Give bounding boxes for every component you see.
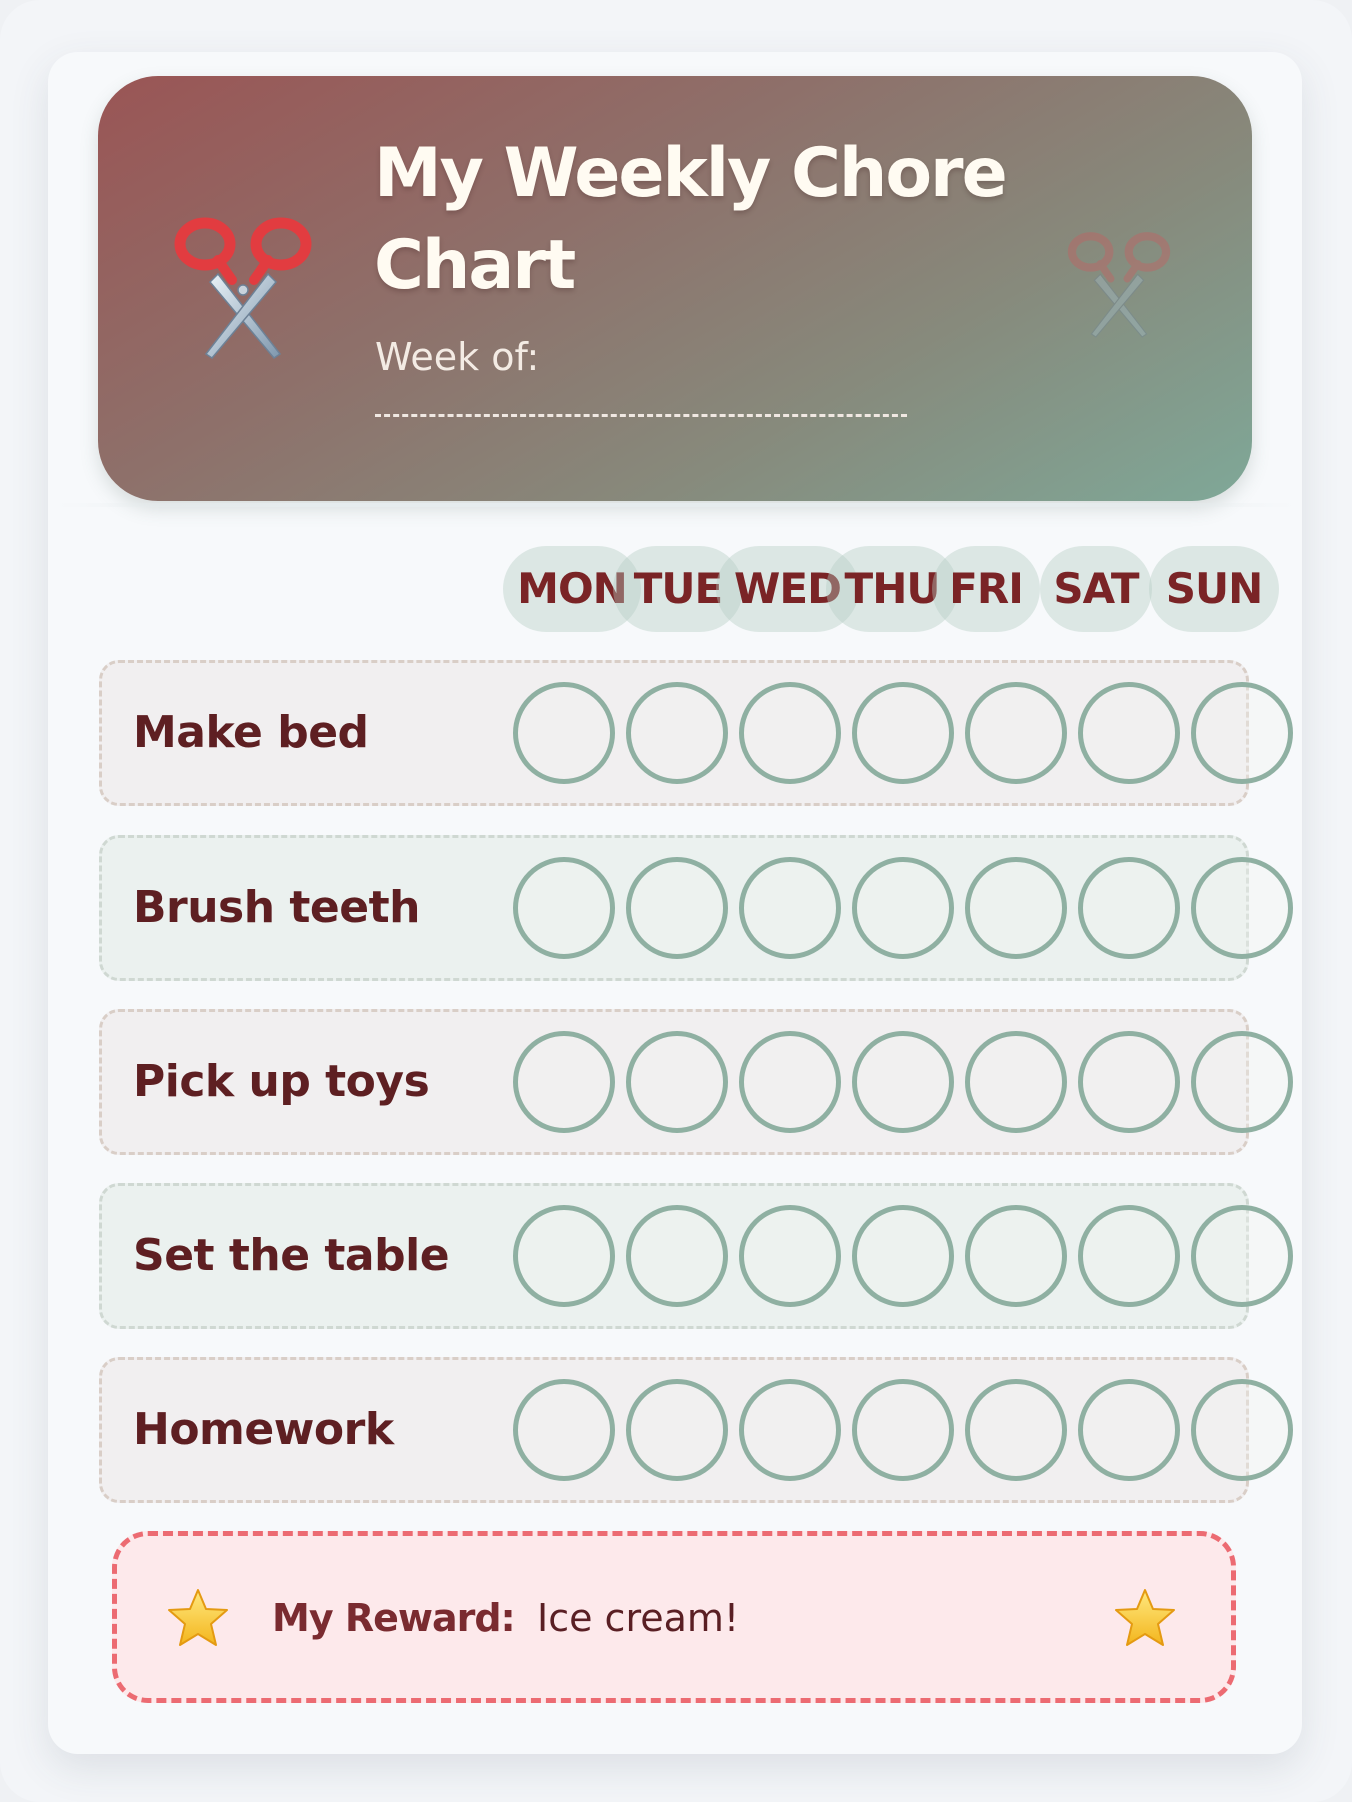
page-title: My Weekly Chore Chart (374, 134, 1006, 305)
checkbox-circle-wed[interactable] (739, 857, 841, 959)
header-divider (56, 503, 1296, 507)
checkbox-circle-sat[interactable] (1078, 1031, 1180, 1133)
checkbox-circle-thu[interactable] (852, 1031, 954, 1133)
checkbox-circle-thu[interactable] (852, 1205, 954, 1307)
checkbox-circle-wed[interactable] (739, 1205, 841, 1307)
checkbox-circle-tue[interactable] (626, 1379, 728, 1481)
checkbox-circle-mon[interactable] (513, 682, 615, 784)
checkbox-circle-sun[interactable] (1191, 1205, 1293, 1307)
chore-label: Homework (133, 1404, 394, 1455)
checkbox-circle-sun[interactable] (1191, 857, 1293, 959)
scissors-icon (170, 212, 316, 362)
checkbox-circle-sun[interactable] (1191, 1031, 1293, 1133)
checkbox-circle-mon[interactable] (513, 1379, 615, 1481)
star-icon (166, 1587, 230, 1649)
chore-label: Make bed (133, 707, 369, 758)
checkbox-circle-thu[interactable] (852, 1379, 954, 1481)
checkbox-circle-thu[interactable] (852, 682, 954, 784)
checkbox-circle-mon[interactable] (513, 1031, 615, 1133)
chore-label: Set the table (133, 1230, 450, 1281)
day-header-sun: SUN (1149, 546, 1279, 632)
day-header-fri: FRI (932, 546, 1040, 632)
day-header-wed: WED (716, 546, 859, 632)
day-header-thu: THU (826, 546, 958, 632)
checkbox-circle-mon[interactable] (513, 857, 615, 959)
checkbox-circle-tue[interactable] (626, 857, 728, 959)
reward-value: Ice cream! (537, 1596, 740, 1640)
checkbox-circle-sun[interactable] (1191, 1379, 1293, 1481)
day-header-sat: SAT (1040, 546, 1152, 632)
checkbox-circle-sun[interactable] (1191, 682, 1293, 784)
chore-label: Brush teeth (133, 882, 420, 933)
reward-label: My Reward: (272, 1596, 515, 1640)
checkbox-circle-tue[interactable] (626, 1205, 728, 1307)
checkbox-circle-thu[interactable] (852, 857, 954, 959)
checkbox-circle-fri[interactable] (965, 857, 1067, 959)
checkbox-circle-mon[interactable] (513, 1205, 615, 1307)
checkbox-circle-sat[interactable] (1078, 857, 1180, 959)
checkbox-circle-sat[interactable] (1078, 682, 1180, 784)
checkbox-circle-tue[interactable] (626, 682, 728, 784)
week-of-blank-line (375, 414, 907, 417)
chore-label: Pick up toys (133, 1056, 430, 1107)
checkbox-circle-tue[interactable] (626, 1031, 728, 1133)
scissors-icon (1064, 228, 1174, 340)
checkbox-circle-fri[interactable] (965, 1379, 1067, 1481)
week-of-label: Week of: (375, 335, 540, 379)
star-icon (1113, 1587, 1177, 1649)
checkbox-circle-sat[interactable] (1078, 1205, 1180, 1307)
checkbox-circle-fri[interactable] (965, 1205, 1067, 1307)
checkbox-circle-sat[interactable] (1078, 1379, 1180, 1481)
checkbox-circle-wed[interactable] (739, 1031, 841, 1133)
checkbox-circle-fri[interactable] (965, 1031, 1067, 1133)
checkbox-circle-wed[interactable] (739, 1379, 841, 1481)
checkbox-circle-fri[interactable] (965, 682, 1067, 784)
checkbox-circle-wed[interactable] (739, 682, 841, 784)
day-header-mon: MON (503, 546, 641, 632)
chart-header (98, 76, 1252, 501)
day-header-tue: TUE (613, 546, 743, 632)
